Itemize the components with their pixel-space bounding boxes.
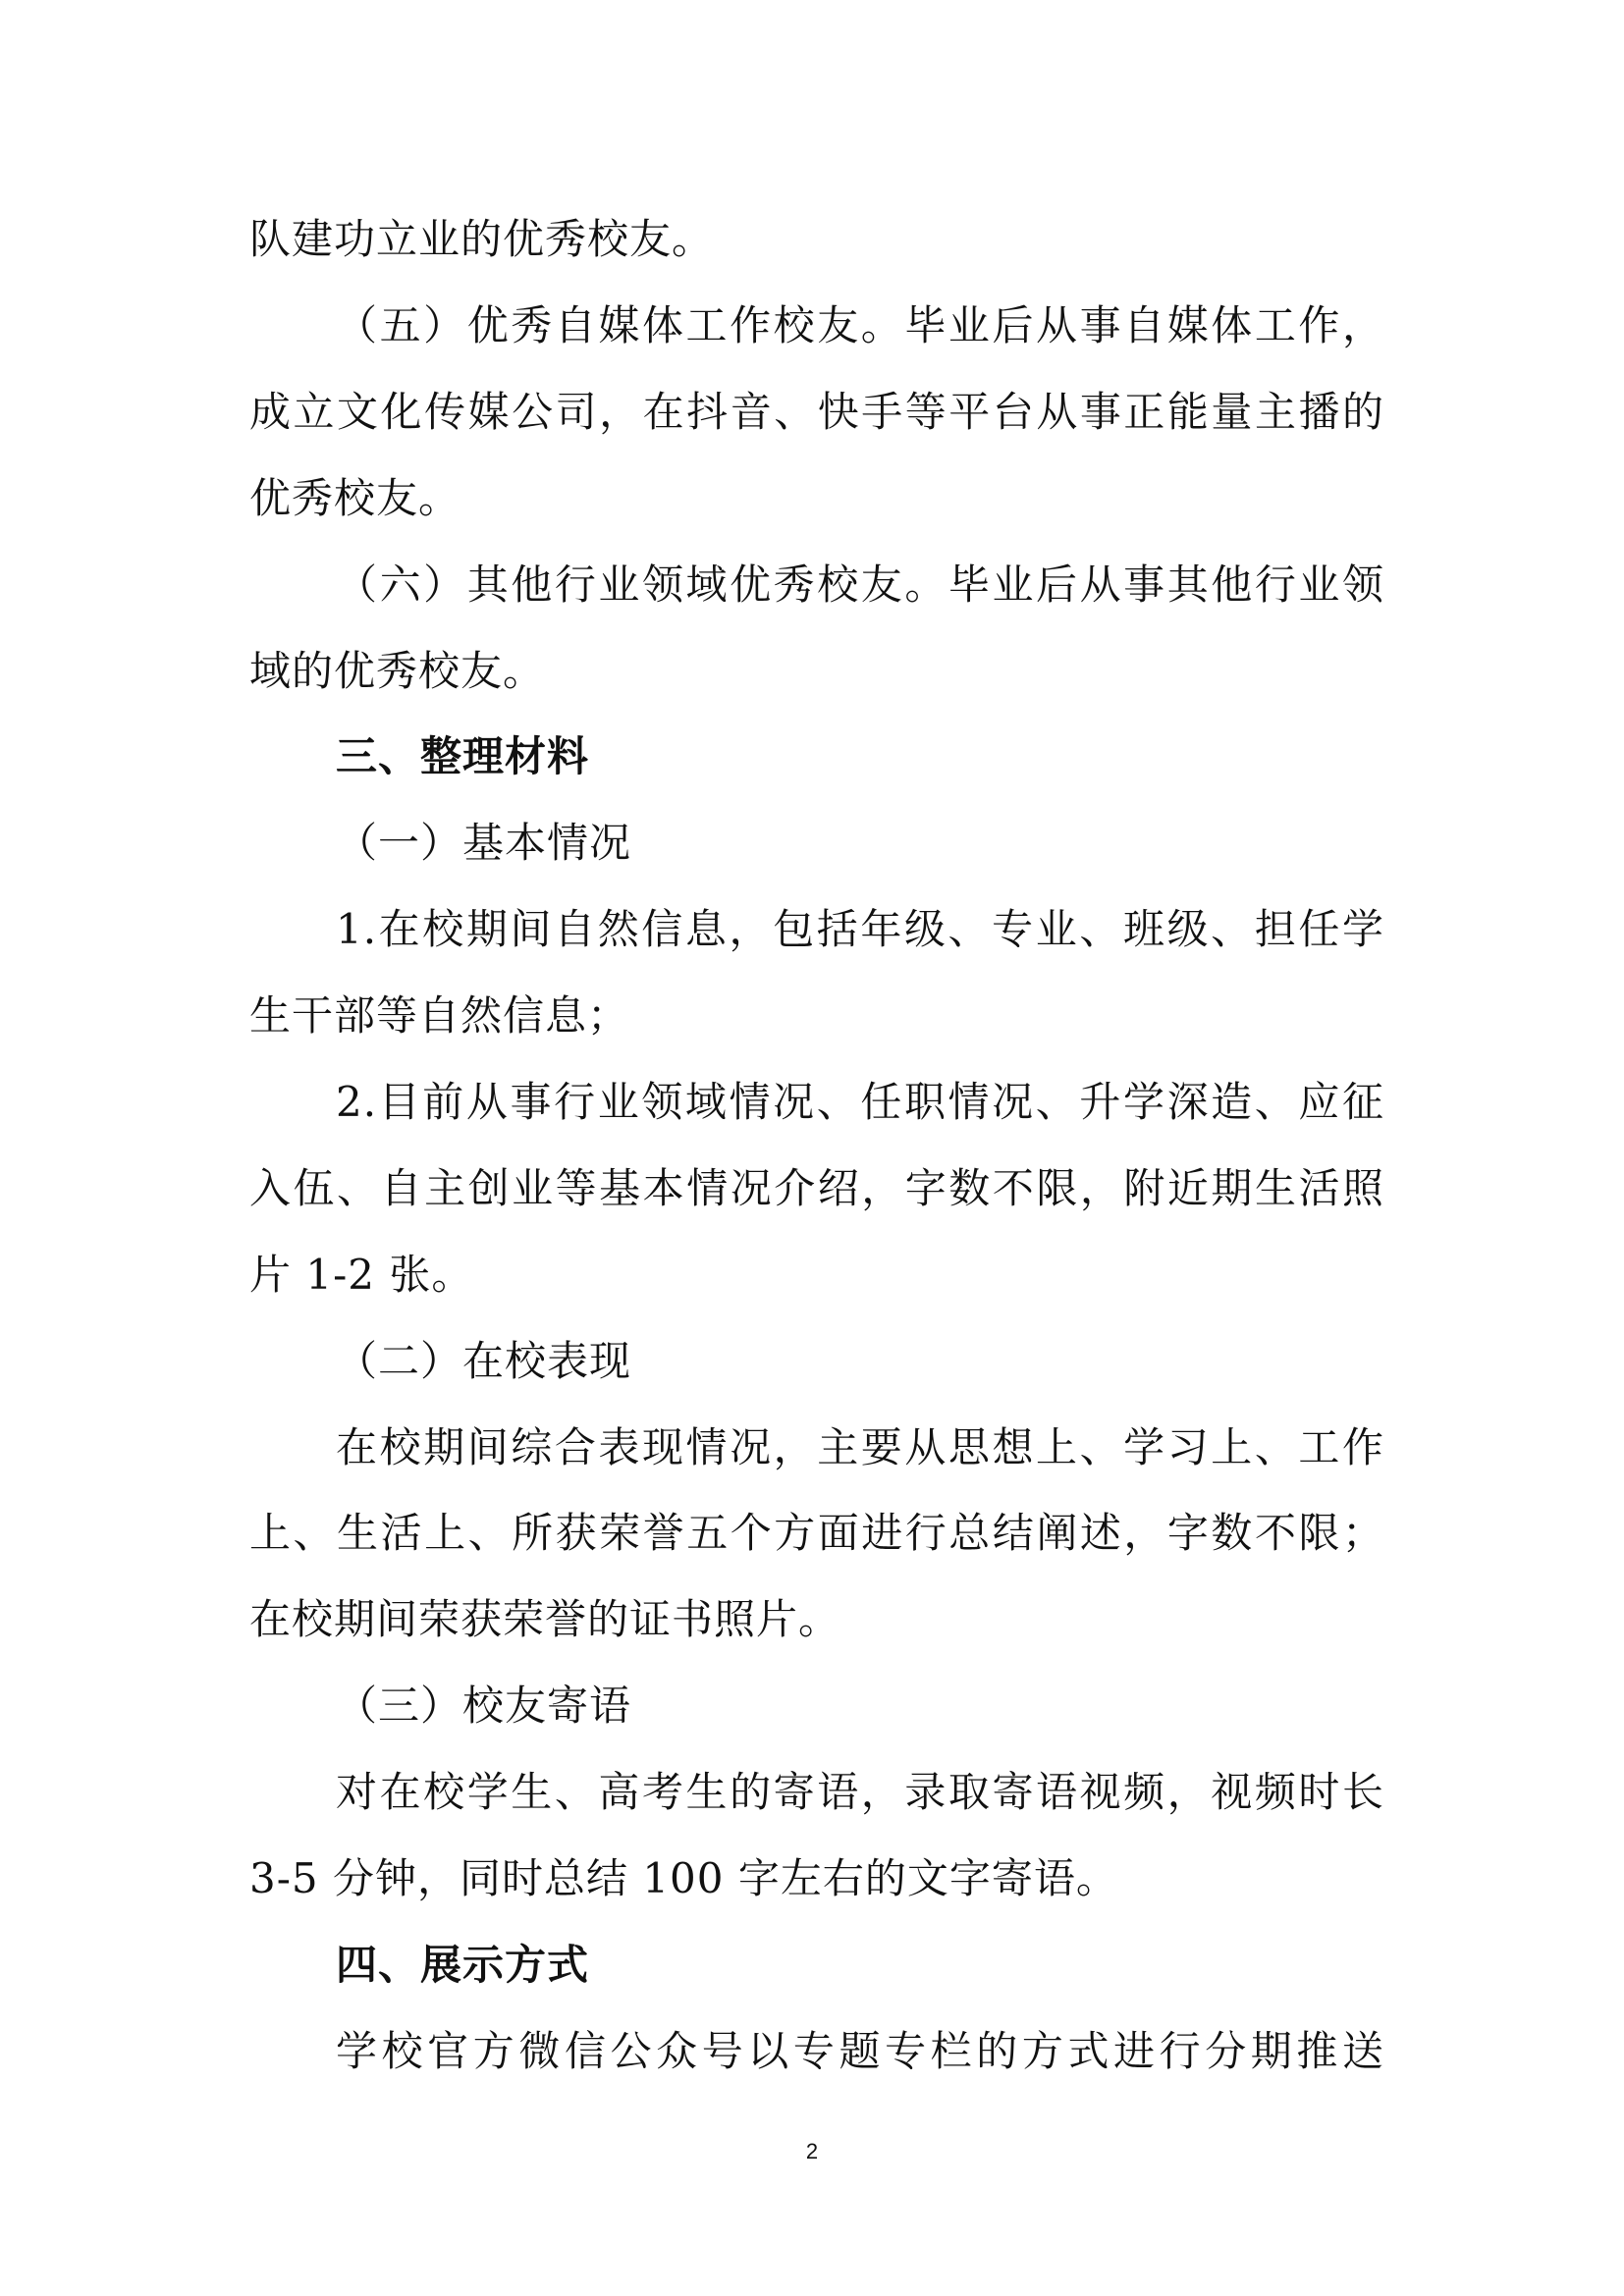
body-line-13: 片 1-2 张。 — [249, 1251, 474, 1299]
subheading-alumni-message: （三）校友寄语 — [336, 1682, 632, 1730]
subheading-basic-info: （一）基本情况 — [336, 819, 632, 867]
section-heading-three: 三、整理材料 — [336, 732, 590, 780]
page-number: 2 — [805, 2139, 819, 2163]
body-line-17: 在校期间荣获荣誉的证书照片。 — [249, 1595, 841, 1643]
section-heading-four: 四、展示方式 — [336, 1941, 590, 1989]
body-line-20: 3-5 分钟，同时总结 100 字左右的文字寄语。 — [249, 1854, 1118, 1902]
body-line-16: 上、生活上、所获荣誉五个方面进行总结阐述，字数不限； — [249, 1509, 1384, 1557]
body-line-6: 域的优秀校友。 — [249, 647, 546, 695]
body-line-22: 学校官方微信公众号以专题专栏的方式进行分期推送 — [336, 2027, 1384, 2075]
category-six-line: （六）其他行业领域优秀校友。毕业后从事其他行业领 — [336, 561, 1384, 609]
body-line-9: 1.在校期间自然信息，包括年级、专业、班级、担任学 — [336, 905, 1384, 953]
body-line-1: 队建功立业的优秀校友。 — [249, 215, 715, 263]
body-line-10: 生干部等自然信息； — [249, 991, 630, 1040]
body-line-12: 入伍、自主创业等基本情况介绍，字数不限，附近期生活照 — [249, 1164, 1384, 1212]
body-line-19: 对在校学生、高考生的寄语，录取寄语视频，视频时长 — [336, 1768, 1384, 1816]
body-line-3: 成立文化传媒公司，在抖音、快手等平台从事正能量主播的 — [249, 388, 1384, 436]
category-five-line: （五）优秀自媒体工作校友。毕业后从事自媒体工作， — [336, 301, 1384, 349]
body-line-11: 2.目前从事行业领域情况、任职情况、升学深造、应征 — [336, 1078, 1384, 1126]
body-line-4: 优秀校友。 — [249, 474, 461, 522]
subheading-school-performance: （二）在校表现 — [336, 1337, 632, 1385]
body-line-15: 在校期间综合表现情况，主要从思想上、学习上、工作 — [336, 1423, 1384, 1471]
